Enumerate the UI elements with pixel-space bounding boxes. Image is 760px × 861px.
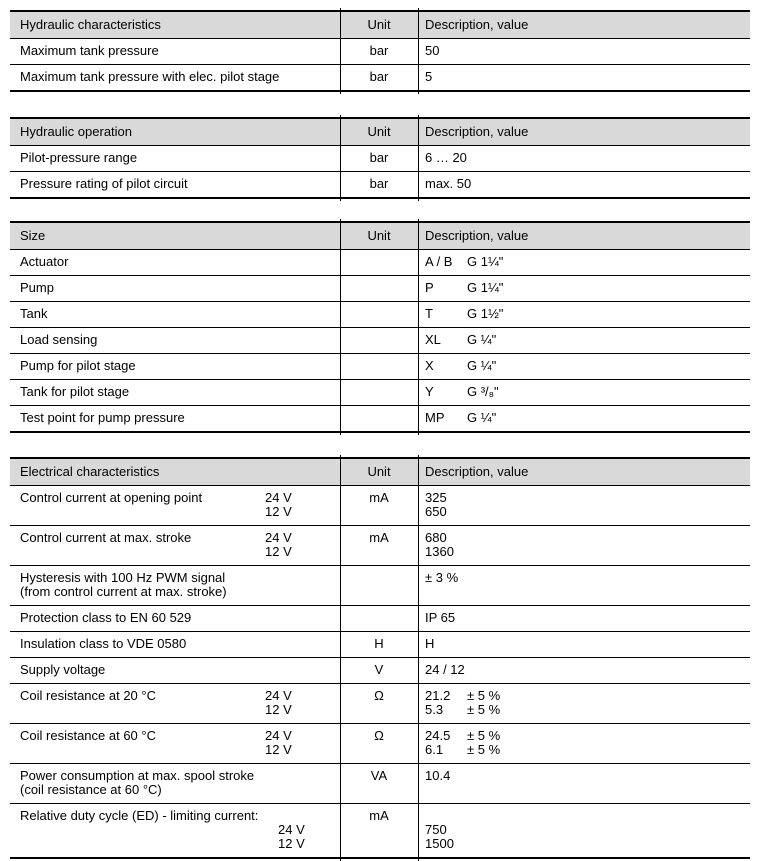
row-label-line: Hysteresis with 100 Hz PWM signal: [20, 570, 226, 585]
row-label: [20, 385, 330, 399]
row-label-line: Control current at max. stroke: [20, 530, 192, 545]
row-value: MP: [425, 410, 445, 425]
voltage-sublabel: 24 V: [265, 688, 292, 703]
row-label: [20, 611, 330, 625]
voltage-sublabel: 12 V: [278, 836, 305, 851]
row-value: X: [425, 358, 434, 373]
row-label-line: Tank for pilot stage: [20, 384, 130, 399]
description-column-header: Description, value: [425, 464, 529, 479]
row-label-cell: [10, 411, 340, 425]
row-label-line: Insulation class to VDE 0580: [20, 636, 187, 651]
row-value-cell: [418, 359, 750, 373]
row-value-line: [425, 703, 750, 717]
row-value-cell: [418, 307, 750, 321]
row-value: A / B: [425, 254, 453, 269]
row-label-cell: [10, 151, 340, 165]
row-label: [20, 689, 265, 717]
row-value-line: [425, 151, 750, 165]
row-value-cell: [418, 689, 750, 717]
row-value-line: [425, 837, 750, 851]
voltage-sublabel: 24 V: [265, 728, 292, 743]
row-value-line: [425, 611, 750, 625]
column-separator-line: [340, 219, 341, 435]
row-label-cell: [10, 255, 340, 269]
row-value-cell: [418, 571, 750, 599]
row-unit-cell: [340, 571, 418, 599]
row-value-line: [425, 491, 750, 505]
row-label-cell: [10, 359, 340, 373]
row-label: [20, 571, 330, 599]
row-value-line: [425, 743, 750, 757]
row-unit-cell: [340, 809, 418, 851]
row-value: G 1¼": [467, 280, 504, 295]
row-unit: [340, 611, 418, 625]
row-voltage-sublabels: [265, 531, 305, 559]
row-label-line: Load sensing: [20, 332, 98, 347]
spec-table: [10, 457, 750, 859]
row-value-line: [425, 307, 750, 321]
row-label: [20, 70, 330, 84]
row-label-cell: [10, 281, 340, 295]
row-value-line: [425, 70, 750, 84]
row-unit: mA: [369, 530, 389, 545]
row-value-cell: [418, 411, 750, 425]
row-unit-cell: [340, 611, 418, 625]
spec-row: [10, 146, 750, 171]
description-column-header: Description, value: [425, 228, 529, 243]
row-label-cell: [10, 531, 340, 559]
spec-row: [10, 763, 750, 803]
row-label-line: Pump for pilot stage: [20, 358, 136, 373]
row-unit: [340, 255, 418, 269]
voltage-sublabel: 12 V: [265, 742, 292, 757]
table-title: Hydraulic operation: [20, 124, 133, 139]
row-label: [20, 151, 330, 165]
row-unit-cell: [340, 637, 418, 651]
row-value: G 1½": [467, 306, 504, 321]
table-header-row: [10, 223, 750, 250]
row-value: 21.2: [425, 688, 451, 703]
row-label-line: Supply voltage: [20, 662, 106, 677]
row-label-line: Coil resistance at 60 °C: [20, 728, 156, 743]
table-rows: [10, 486, 750, 857]
row-value-cell: [418, 385, 750, 399]
row-unit-cell: [340, 359, 418, 373]
spec-row: [10, 723, 750, 763]
row-value-cell: [418, 663, 750, 677]
row-label-line: (from control current at max. stroke): [20, 584, 227, 599]
row-value-line: [425, 385, 750, 399]
row-unit-cell: [340, 44, 418, 58]
spec-row: [10, 605, 750, 631]
spec-row: [10, 64, 750, 90]
row-label-line: Pressure rating of pilot circuit: [20, 176, 188, 191]
table-rows: [10, 39, 750, 90]
row-value-line: [425, 411, 750, 425]
row-unit: bar: [369, 176, 389, 191]
row-value-cell: [418, 255, 750, 269]
row-unit-cell: [340, 255, 418, 269]
row-value-cell: [418, 177, 750, 191]
row-value-cell: [418, 281, 750, 295]
spec-row: [10, 379, 750, 405]
row-value-cell: [418, 637, 750, 651]
row-value: 1360: [425, 544, 454, 559]
row-value: T: [425, 306, 433, 321]
spec-row: [10, 171, 750, 197]
column-separator-line: [340, 115, 341, 201]
row-value: G ¼": [467, 358, 497, 373]
row-value: ± 5 %: [467, 728, 501, 743]
row-value: Y: [425, 384, 434, 399]
row-label-line: Maximum tank pressure with elec. pilot stage: [20, 69, 280, 84]
row-unit-cell: [340, 281, 418, 295]
row-label: [20, 281, 330, 295]
row-label-line: Relative duty cycle (ED) - limiting current:: [20, 808, 259, 823]
spec-row: [10, 39, 750, 64]
row-label: [20, 177, 330, 191]
row-value: G ¼": [467, 410, 497, 425]
row-unit: [340, 307, 418, 321]
row-label-cell: [10, 385, 340, 399]
row-unit-cell: [340, 689, 418, 717]
row-label-line: Maximum tank pressure: [20, 43, 159, 58]
row-label: [20, 663, 330, 677]
table-title: Hydraulic characteristics: [20, 17, 161, 32]
row-value: ± 5 %: [467, 702, 501, 717]
row-unit: VA: [370, 768, 388, 783]
row-unit: [340, 281, 418, 295]
table-title: Size: [20, 228, 46, 243]
row-unit: bar: [369, 69, 389, 84]
row-unit: [340, 333, 418, 347]
row-value: 650: [425, 504, 447, 519]
row-label-cell: [10, 611, 340, 625]
spec-row: [10, 657, 750, 683]
row-value-line: [425, 44, 750, 58]
row-label: [20, 531, 265, 559]
row-voltage-sublabels: [265, 491, 305, 519]
row-unit: Ω: [374, 688, 384, 703]
row-value: G ¼": [467, 332, 497, 347]
row-value: 24.5: [425, 728, 451, 743]
row-value-line: [425, 505, 750, 519]
row-value: G ³/₈": [467, 384, 499, 399]
row-unit-cell: [340, 663, 418, 677]
table-header-row: [10, 12, 750, 39]
row-label: [20, 44, 330, 58]
row-value-line: [425, 729, 750, 743]
row-value: 6.1: [425, 742, 444, 757]
row-label: [20, 333, 330, 347]
column-separator-line: [418, 455, 419, 861]
row-label: [20, 307, 330, 321]
row-value-cell: [418, 70, 750, 84]
row-value: 325: [425, 490, 447, 505]
row-unit: H: [374, 636, 384, 651]
spec-row: [10, 803, 750, 857]
row-unit: bar: [369, 43, 389, 58]
spec-table: [10, 117, 750, 199]
spec-row: [10, 301, 750, 327]
row-unit-cell: [340, 769, 418, 797]
spec-row: [10, 327, 750, 353]
row-unit: mA: [369, 808, 389, 823]
spec-row: [10, 250, 750, 275]
row-value-line: [425, 333, 750, 347]
row-label-line: Pump: [20, 280, 54, 295]
row-label: [20, 359, 330, 373]
row-value-line: [425, 637, 750, 651]
voltage-sublabel: 24 V: [265, 490, 292, 505]
row-value-line: [425, 177, 750, 191]
row-value-line: [425, 359, 750, 373]
row-value-line: [425, 571, 750, 585]
row-value-cell: [418, 44, 750, 58]
voltage-sublabel: 24 V: [278, 822, 305, 837]
row-value-line: [425, 823, 750, 837]
row-unit-cell: [340, 307, 418, 321]
description-column-header: Description, value: [425, 17, 529, 32]
row-label: [20, 255, 330, 269]
row-unit-cell: [340, 177, 418, 191]
row-value-line: [425, 531, 750, 545]
row-value-line: [425, 255, 750, 269]
row-value: ± 5 %: [467, 742, 501, 757]
row-unit: [340, 385, 418, 399]
row-value: P: [425, 280, 434, 295]
row-label-cell: [10, 689, 340, 717]
table-title: Electrical characteristics: [20, 464, 160, 479]
row-label-cell: [10, 637, 340, 651]
row-unit: [340, 411, 418, 425]
row-unit: mA: [369, 490, 389, 505]
voltage-sublabel: 12 V: [265, 544, 292, 559]
row-unit-cell: [340, 151, 418, 165]
row-value: ± 3 %: [425, 570, 459, 585]
table-rows: [10, 250, 750, 431]
row-unit: [340, 571, 418, 585]
row-voltage-sublabels: [278, 823, 318, 851]
row-value: 50: [425, 43, 440, 58]
row-unit-cell: [340, 729, 418, 757]
row-label: [20, 809, 330, 823]
column-separator-line: [418, 115, 419, 201]
unit-column-header: Unit: [367, 228, 391, 243]
row-value-line: [425, 689, 750, 703]
row-value: G 1¼": [467, 254, 504, 269]
row-value: H: [425, 636, 435, 651]
row-label: [20, 729, 265, 757]
row-label-line: Power consumption at max. spool stroke: [20, 768, 255, 783]
row-label-cell: [10, 571, 340, 599]
row-value: 24 / 12: [425, 662, 465, 677]
spec-row: [10, 353, 750, 379]
row-label-line: Tank: [20, 306, 48, 321]
row-value-cell: [418, 769, 750, 797]
row-unit-cell: [340, 70, 418, 84]
row-label: [20, 411, 330, 425]
spec-table: [10, 221, 750, 433]
unit-column-header: Unit: [367, 464, 391, 479]
row-value-line: [425, 663, 750, 677]
row-label-line: Protection class to EN 60 529: [20, 610, 192, 625]
spec-row: [10, 565, 750, 605]
row-value: 750: [425, 822, 447, 837]
row-label-line: Coil resistance at 20 °C: [20, 688, 156, 703]
unit-column-header: Unit: [367, 17, 391, 32]
spec-row: [10, 275, 750, 301]
row-value-cell: [418, 491, 750, 519]
row-unit: bar: [369, 150, 389, 165]
table-rows: [10, 146, 750, 197]
row-value: 6 … 20: [425, 150, 467, 165]
row-unit-cell: [340, 531, 418, 559]
row-voltage-sublabels: [265, 729, 305, 757]
row-value-cell: [418, 809, 750, 851]
row-value: 5.3: [425, 702, 444, 717]
row-label-cell: [10, 307, 340, 321]
row-label-cell: [10, 333, 340, 347]
row-label-cell: [10, 663, 340, 677]
row-unit-cell: [340, 491, 418, 519]
row-unit: V: [374, 662, 384, 677]
row-unit-cell: [340, 411, 418, 425]
row-value-line: [425, 281, 750, 295]
row-label: [20, 491, 265, 519]
row-value: 5: [425, 69, 433, 84]
voltage-sublabel: 12 V: [265, 702, 292, 717]
row-unit-cell: [340, 333, 418, 347]
voltage-sublabel: 12 V: [265, 504, 292, 519]
row-value-cell: [418, 611, 750, 625]
row-value-cell: [418, 729, 750, 757]
spec-row: [10, 683, 750, 723]
description-column-header: Description, value: [425, 124, 529, 139]
row-label: [20, 769, 330, 797]
spec-row: [10, 405, 750, 431]
row-label-line: Pilot-pressure range: [20, 150, 138, 165]
row-value-cell: [418, 333, 750, 347]
column-separator-line: [340, 8, 341, 94]
spec-table: [10, 10, 750, 92]
table-header-row: [10, 119, 750, 146]
row-value-cell: [418, 531, 750, 559]
row-unit-cell: [340, 385, 418, 399]
row-label-cell: [10, 729, 340, 757]
unit-column-header: Unit: [367, 124, 391, 139]
row-value: 10.4: [425, 768, 451, 783]
row-label-cell: [10, 769, 340, 797]
tables: [0, 10, 760, 859]
table-header-row: [10, 459, 750, 486]
row-label-line: Test point for pump pressure: [20, 410, 185, 425]
row-label-line: Actuator: [20, 254, 69, 269]
row-label: [20, 637, 330, 651]
row-voltage-sublabels: [265, 689, 305, 717]
column-separator-line: [418, 219, 419, 435]
row-value-cell: [418, 151, 750, 165]
column-separator-line: [418, 8, 419, 94]
row-label-cell: [10, 809, 340, 851]
row-unit: Ω: [374, 728, 384, 743]
row-unit: [340, 359, 418, 373]
row-value: 680: [425, 530, 447, 545]
row-value-line: [425, 809, 750, 823]
row-value-line: [425, 545, 750, 559]
row-label-cell: [10, 70, 340, 84]
row-value: max. 50: [425, 176, 472, 191]
row-label-line: Control current at opening point: [20, 490, 203, 505]
row-label-cell: [10, 44, 340, 58]
row-value: IP 65: [425, 610, 456, 625]
voltage-sublabel: 24 V: [265, 530, 292, 545]
spec-row: [10, 631, 750, 657]
row-label-cell: [10, 491, 340, 519]
row-value: 1500: [425, 836, 454, 851]
column-separator-line: [340, 455, 341, 861]
row-value-line: [425, 769, 750, 783]
spec-row: [10, 525, 750, 565]
spec-row: [10, 486, 750, 525]
row-value: XL: [425, 332, 441, 347]
row-label-cell: [10, 177, 340, 191]
row-value: ± 5 %: [467, 688, 501, 703]
row-label-line: (coil resistance at 60 °C): [20, 782, 162, 797]
